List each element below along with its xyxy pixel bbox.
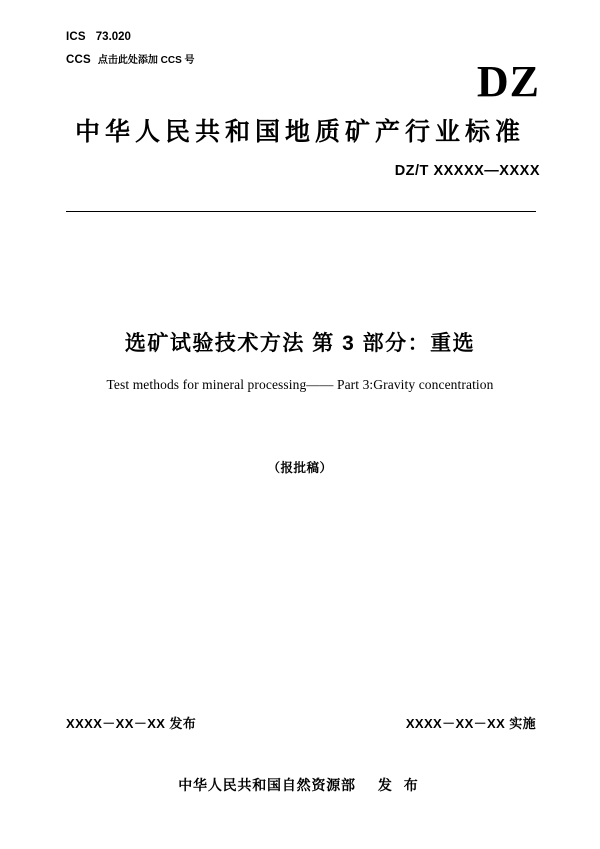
standard-title: 中华人民共和国地质矿产行业标准 — [74, 118, 525, 146]
header-codes — [66, 24, 195, 70]
ccs-value: 点击此处添加 CCS 号 — [97, 55, 195, 67]
draft-stage-note: （报批稿） — [267, 461, 333, 475]
implementation-date: XXXX－XX－XX 实施 — [405, 716, 536, 731]
ccs-code-line — [66, 47, 195, 70]
ics-value: 73.020 — [95, 31, 131, 43]
header-divider — [66, 211, 536, 212]
standard-number: DZ/T XXXXX—XXXX — [394, 163, 540, 179]
issuing-authority — [0, 775, 600, 795]
document-title-english: Test methods for mineral processing—— Part 3:Gravity concentration — [106, 377, 494, 392]
footer-dates — [66, 713, 536, 732]
issue-date: XXXX－XX－XX 发布 — [66, 716, 197, 731]
ics-code-line — [66, 24, 195, 47]
document-title-chinese: 选矿试验技术方法 第 3 部分：重选 — [124, 332, 476, 355]
issuer-name: 中华人民共和国自然资源部 — [178, 777, 356, 793]
ics-label: ICS — [66, 31, 86, 43]
issuer-action: 发 布 — [377, 777, 422, 793]
standard-mark-dz: DZ — [476, 57, 540, 106]
ccs-label: CCS — [66, 54, 91, 67]
